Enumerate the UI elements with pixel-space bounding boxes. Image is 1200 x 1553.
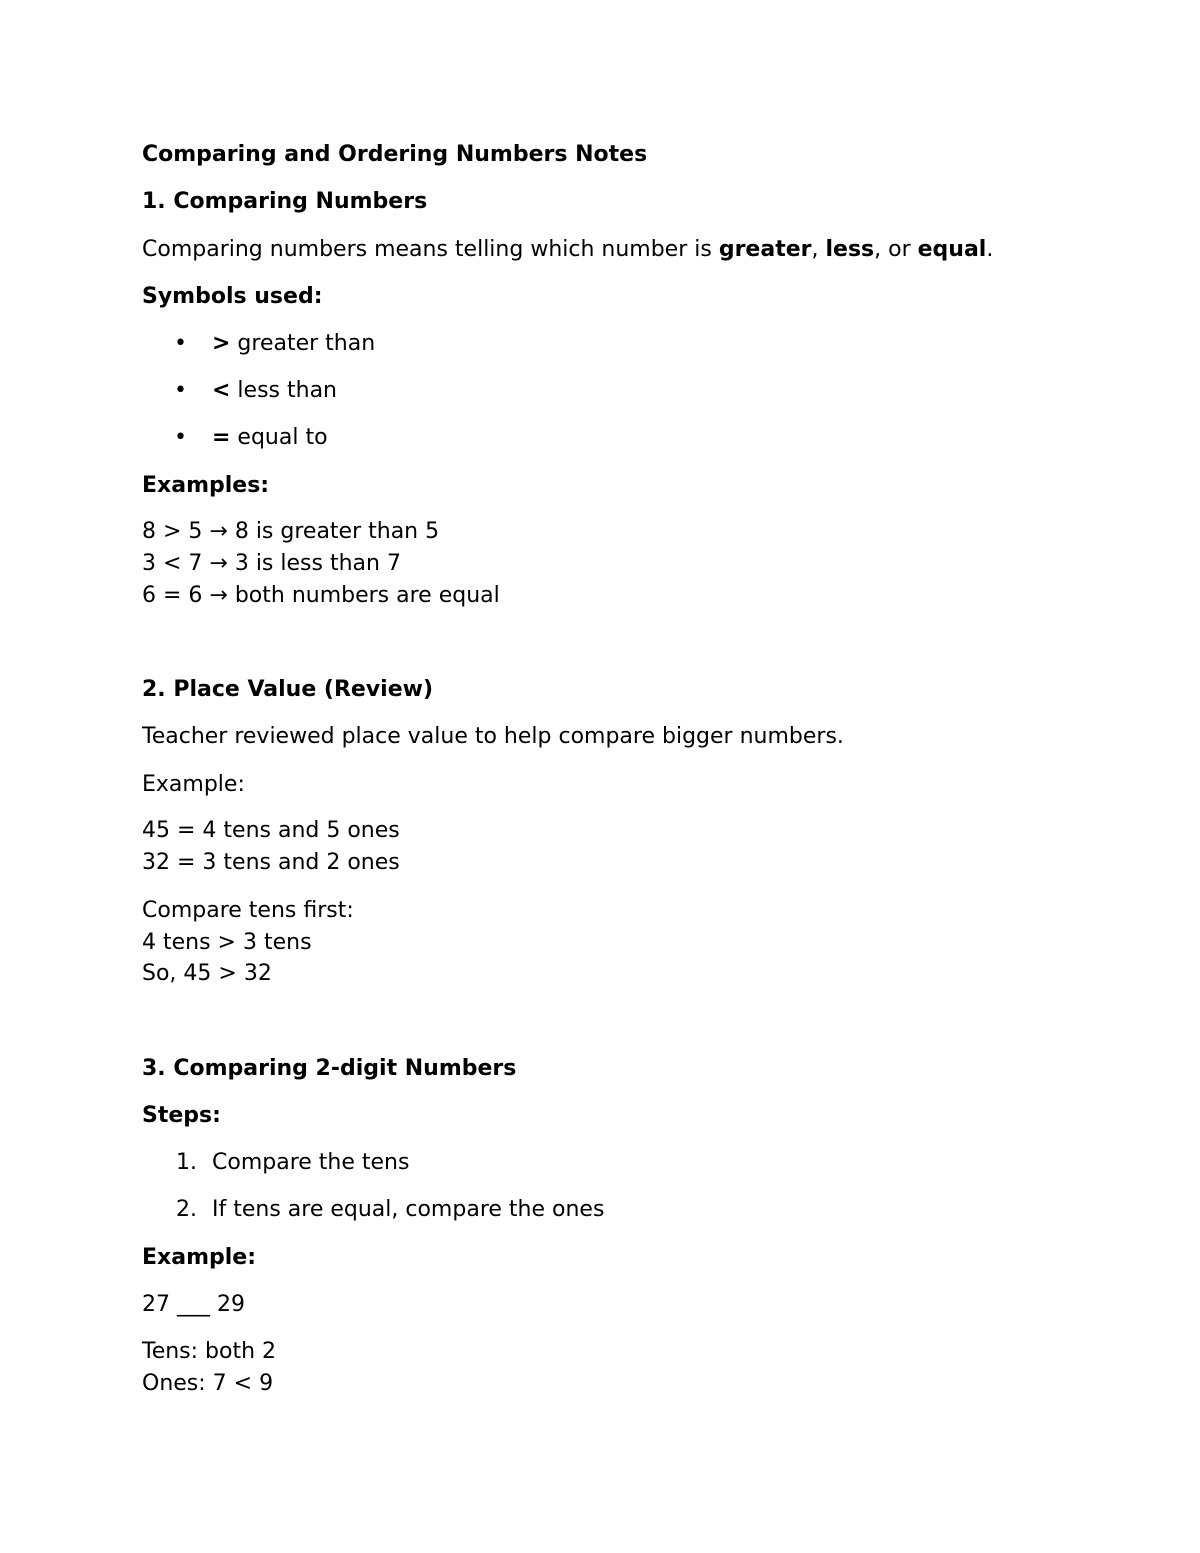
intro-sep-1: , [811,237,826,262]
section-2-intro: Teacher reviewed place value to help compare bigger numbers. [142,724,844,749]
step-text: Compare the tens [212,1150,410,1175]
place-value-line: 32 = 3 tens and 2 ones [142,850,400,875]
steps-heading: Steps: [142,1103,221,1128]
symbol: < [212,378,231,403]
section-2-example-label: Example: [142,772,245,797]
symbol-text: equal to [230,425,328,450]
symbol-item [212,377,337,405]
symbol-item [212,424,328,452]
symbol-item [212,330,375,358]
intro-less: less [825,237,875,262]
example-problem: 27 ___ 29 [142,1292,245,1317]
work-line: Ones: 7 < 9 [142,1371,274,1396]
symbol: = [212,425,231,450]
work-line: Tens: both 2 [142,1339,277,1364]
example-line: 8 > 5 → 8 is greater than 5 [142,519,440,544]
example-line: 6 = 6 → both numbers are equal [142,583,500,608]
intro-sep-2: , or [874,237,918,262]
examples-heading: Examples: [142,473,270,498]
step-number: 1. [176,1150,197,1175]
section-3-heading: 3. Comparing 2-digit Numbers [142,1056,517,1081]
bullet-icon: • [174,378,187,403]
intro-end: . [986,237,994,262]
bullet-icon: • [174,425,187,450]
symbol: > [212,331,231,356]
compare-line: 4 tens > 3 tens [142,930,312,955]
section-1-intro [142,236,993,264]
place-value-line: 45 = 4 tens and 5 ones [142,818,400,843]
bullet-icon: • [174,331,187,356]
section-1-heading: 1. Comparing Numbers [142,189,428,214]
symbols-heading: Symbols used: [142,284,323,309]
example-line: 3 < 7 → 3 is less than 7 [142,551,401,576]
intro-equal: equal [917,237,987,262]
symbol-text: less than [230,378,337,403]
intro-greater: greater [718,237,812,262]
step-number: 2. [176,1197,197,1222]
intro-prefix: Comparing numbers means telling which number is [142,237,719,262]
symbol-text: greater than [230,331,376,356]
document-title: Comparing and Ordering Numbers Notes [142,142,648,167]
section-2-heading: 2. Place Value (Review) [142,677,434,702]
compare-line: So, 45 > 32 [142,961,272,986]
compare-line: Compare tens first: [142,898,354,923]
example-heading: Example: [142,1245,256,1270]
step-text: If tens are equal, compare the ones [212,1197,605,1222]
